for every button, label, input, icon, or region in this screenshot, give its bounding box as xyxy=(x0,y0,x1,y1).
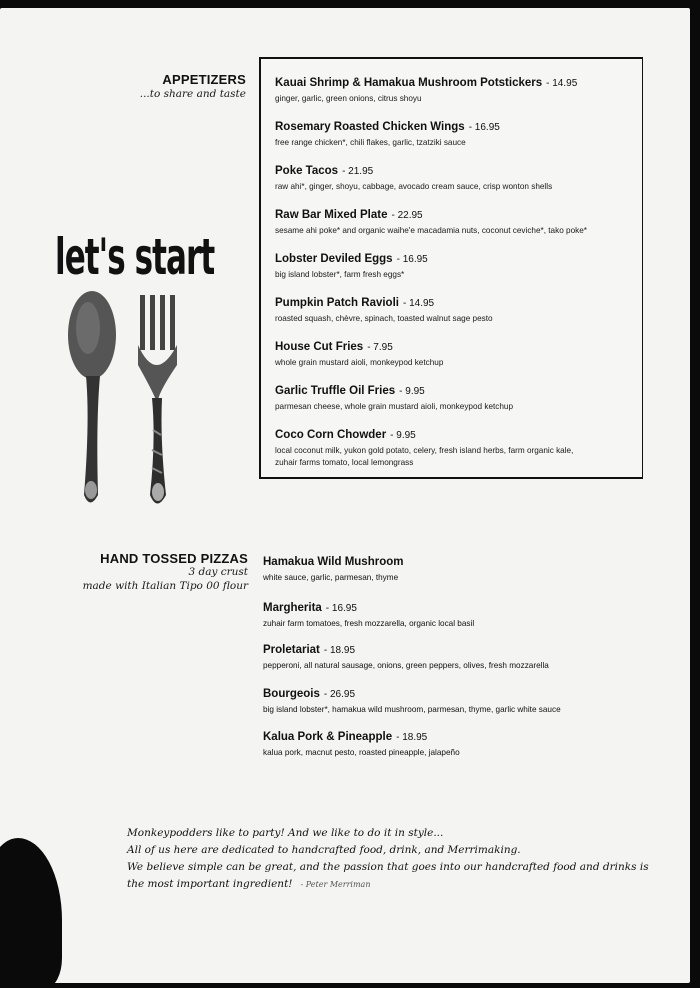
item-desc: white sauce, garlic, parmesan, thyme xyxy=(263,573,399,582)
utensils-illustration xyxy=(60,290,190,515)
pizzas-subtitle-flour: made with Italian Tipo 00 flour xyxy=(82,580,248,592)
menu-item xyxy=(275,249,635,279)
item-price: - 14.95 xyxy=(546,78,578,89)
item-price: - 18.95 xyxy=(396,732,428,743)
menu-item xyxy=(275,161,635,191)
item-name: House Cut Fries xyxy=(275,341,364,353)
item-desc: zuhair farm tomatoes, fresh mozzarella, organic local basil xyxy=(263,619,475,628)
item-price: - 16.95 xyxy=(325,603,357,614)
menu-item xyxy=(275,73,635,103)
appetizers-title: APPETIZERS xyxy=(162,72,246,87)
item-name: Margherita xyxy=(263,602,322,614)
menu-item xyxy=(275,337,635,367)
item-name: Lobster Deviled Eggs xyxy=(275,253,393,265)
item-price: - 9.95 xyxy=(390,430,416,441)
item-name: Coco Corn Chowder xyxy=(275,429,387,441)
item-price: - 14.95 xyxy=(402,298,435,309)
menu-item xyxy=(275,293,635,323)
item-price: - 21.95 xyxy=(342,166,374,177)
item-desc: pepperoni, all natural sausage, onions, green peppers, olives, fresh mozzarella xyxy=(263,661,549,670)
item-name: Proletariat xyxy=(263,644,320,656)
item-price: - 16.95 xyxy=(468,122,500,133)
menu-item xyxy=(275,205,635,235)
item-name: Garlic Truffle Oil Fries xyxy=(275,385,396,397)
item-price: - 22.95 xyxy=(391,210,423,221)
quote-line: All of us here are dedicated to handcrafted food, drink, and Merrimaking. xyxy=(127,844,521,856)
merriman-quote xyxy=(127,825,667,893)
appetizers-subtitle: ...to share and taste xyxy=(139,88,246,100)
menu-item xyxy=(263,598,673,628)
item-name: Bourgeois xyxy=(263,688,320,700)
item-desc: whole grain mustard aioli, monkeypod ketchup xyxy=(275,358,444,367)
spoon-icon xyxy=(68,291,116,503)
item-desc: ginger, garlic, green onions, citrus shoyu xyxy=(275,94,422,103)
item-desc: big island lobster*, hamakua wild mushroom, parmesan, thyme, garlic white sauce xyxy=(263,705,561,714)
pizzas-title: HAND TOSSED PIZZAS xyxy=(100,551,248,566)
item-desc: roasted squash, chèvre, spinach, toasted walnut sage pesto xyxy=(275,314,493,323)
item-price: - 16.95 xyxy=(396,254,428,265)
menu-item xyxy=(263,640,673,670)
section-heading-lets-start: let's start xyxy=(55,228,215,286)
item-price: - 26.95 xyxy=(323,689,356,700)
quote-line-last xyxy=(127,876,667,893)
quote-signature: - Peter Merriman xyxy=(300,880,371,889)
fork-icon xyxy=(138,295,177,504)
item-name: Pumpkin Patch Ravioli xyxy=(275,297,399,309)
item-name: Kauai Shrimp & Hamakua Mushroom Potstickers xyxy=(275,77,543,89)
item-desc: free range chicken*, chili flakes, garlic, tzatziki sauce xyxy=(275,138,466,147)
item-price: - 18.95 xyxy=(323,645,356,656)
item-price: - 9.95 xyxy=(399,386,425,397)
menu-item xyxy=(275,425,635,467)
quote-line: the most important ingredient! xyxy=(127,878,293,890)
appetizers-box xyxy=(259,57,643,479)
quote-line: We believe simple can be great, and the passion that goes into our handcrafted food and drinks is xyxy=(127,861,649,873)
item-desc: big island lobster*, farm fresh eggs* xyxy=(275,270,405,279)
item-desc: parmesan cheese, whole grain mustard aioli, monkeypod ketchup xyxy=(275,402,514,411)
item-desc: kalua pork, macnut pesto, roasted pineapple, jalapeño xyxy=(263,748,460,757)
menu-item xyxy=(263,684,673,714)
quote-line: Monkeypodders like to party! And we like to do it in style... xyxy=(127,827,444,839)
pizzas-subtitle-crust: 3 day crust xyxy=(188,566,248,578)
menu-item xyxy=(275,381,635,411)
item-name: Rosemary Roasted Chicken Wings xyxy=(275,121,465,133)
item-price: - 7.95 xyxy=(367,342,393,353)
item-name: Kalua Pork & Pineapple xyxy=(263,731,393,743)
item-name: Raw Bar Mixed Plate xyxy=(275,209,388,221)
menu-item xyxy=(275,117,635,147)
item-name: Poke Tacos xyxy=(275,165,339,177)
item-desc: sesame ahi poke* and organic waihe'e macadamia nuts, coconut ceviche*, tako poke* xyxy=(275,226,587,235)
menu-item xyxy=(263,727,673,757)
item-desc-line2: zuhair farms tomato, local lemongrass xyxy=(275,458,414,467)
menu-item xyxy=(263,552,673,582)
item-name: Hamakua Wild Mushroom xyxy=(263,556,404,568)
item-desc: raw ahi*, ginger, shoyu, cabbage, avocado cream sauce, crisp wonton shells xyxy=(275,182,553,191)
item-desc: local coconut milk, yukon gold potato, celery, fresh island herbs, farm organic kale, xyxy=(275,446,574,455)
